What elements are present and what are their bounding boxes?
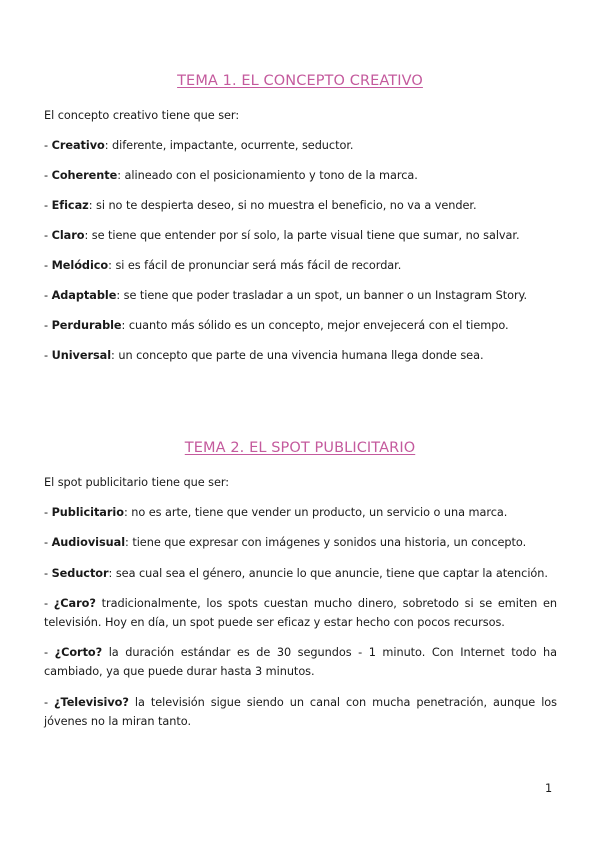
- section-1-intro: El concepto creativo tiene que ser:: [44, 109, 240, 122]
- list-item: - Claro: se tiene que entender por sí solo, la parte visual tiene que sumar, no salvar.: [44, 229, 520, 242]
- list-item: - Universal: un concepto que parte de una vivencia humana llega donde sea.: [44, 349, 484, 362]
- list-item: - ¿Televisivo? la televisión sigue siendo un canal con mucha penetración, aunque los jóvenes no la miran tanto.: [44, 696, 557, 728]
- list-item: - Coherente: alineado con el posicionamiento y tono de la marca.: [44, 169, 418, 182]
- list-item: - Creativo: diferente, impactante, ocurrente, seductor.: [44, 139, 354, 152]
- list-item: - Audiovisual: tiene que expresar con imágenes y sonidos una historia, un concepto.: [44, 536, 527, 549]
- list-item: - Eficaz: si no te despierta deseo, si no muestra el beneficio, no va a vender.: [44, 199, 477, 212]
- section-2-intro: El spot publicitario tiene que ser:: [44, 476, 230, 489]
- list-item: - Melódico: si es fácil de pronunciar será más fácil de recordar.: [44, 259, 402, 272]
- list-item: - Seductor: sea cual sea el género, anuncie lo que anuncie, tiene que captar la atención.: [44, 567, 548, 580]
- section-1-title: TEMA 1. EL CONCEPTO CREATIVO: [177, 73, 423, 89]
- list-item: - ¿Corto? la duración estándar es de 30 segundos - 1 minuto. Con Internet todo ha cambiado, ya que puede durar hasta 3 minutos.: [44, 646, 557, 678]
- list-item: - Publicitario: no es arte, tiene que vender un producto, un servicio o una marca.: [44, 506, 508, 519]
- list-item: - Adaptable: se tiene que poder trasladar a un spot, un banner o un Instagram Story.: [44, 289, 528, 302]
- page-number: 1: [545, 782, 553, 795]
- section-2-title: TEMA 2. EL SPOT PUBLICITARIO: [184, 440, 416, 456]
- list-item: - ¿Caro? tradicionalmente, los spots cuestan mucho dinero, sobretodo si se emiten en televisión. Hoy en día, un spot puede ser eficaz y estar hecho con pocos recursos.: [44, 597, 557, 629]
- list-item: - Perdurable: cuanto más sólido es un concepto, mejor envejecerá con el tiempo.: [44, 319, 509, 332]
